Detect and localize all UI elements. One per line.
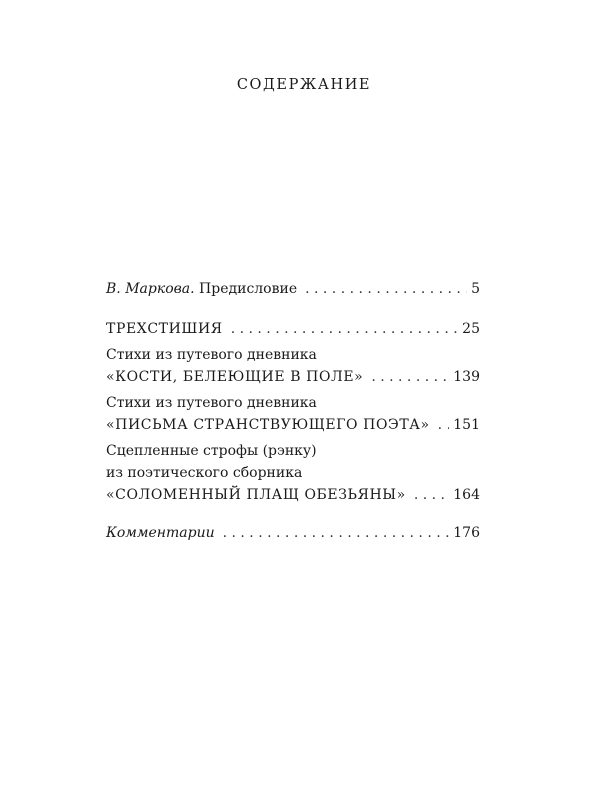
table-of-contents [106, 278, 480, 544]
page-number: 25 [462, 321, 480, 337]
toc-entry-haiku[interactable] [106, 318, 480, 340]
bones-subtitle: Стихи из путевого дневника [106, 347, 317, 363]
toc-entry-preface[interactable] [106, 278, 480, 300]
toc-entry-renku[interactable] [106, 440, 480, 506]
letters-subtitle: Стихи из путевого дневника [106, 395, 317, 411]
preface-title: Предисловие [199, 281, 298, 297]
page-number: 5 [471, 281, 480, 297]
toc-entry-text [106, 278, 297, 300]
renku-title: «СОЛОМЕННЫЙ ПЛАЩ ОБЕЗЬЯНЫ» [106, 487, 406, 503]
page-title: СОДЕРЖАНИЕ [236, 77, 372, 93]
haiku-title: ТРЕХСТИШИЯ [106, 321, 223, 337]
preface-author: В. Маркова. [106, 281, 195, 297]
comments-title: Комментарии [106, 525, 215, 541]
renku-subtitle-2: из поэтического сборника [106, 465, 303, 481]
bones-title: «КОСТИ, БЕЛЕЮЩИЕ В ПОЛЕ» [106, 369, 364, 385]
dot-leader [231, 318, 458, 340]
page-number: 151 [453, 417, 480, 433]
toc-entry-comments[interactable] [106, 522, 480, 544]
page-number: 176 [453, 525, 480, 541]
toc-entry-letters[interactable] [106, 392, 480, 436]
dot-leader [371, 366, 449, 388]
dot-leader [223, 522, 450, 544]
page-number: 164 [453, 487, 480, 503]
letters-title: «ПИСЬМА СТРАНСТВУЮЩЕГО ПОЭТА» [106, 417, 430, 433]
renku-subtitle-1: Сцепленные строфы (рэнку) [106, 443, 317, 459]
page-number: 139 [453, 369, 480, 385]
dot-leader [305, 278, 467, 300]
dot-leader [438, 414, 450, 436]
toc-entry-bones[interactable] [106, 344, 480, 388]
dot-leader [414, 484, 449, 506]
